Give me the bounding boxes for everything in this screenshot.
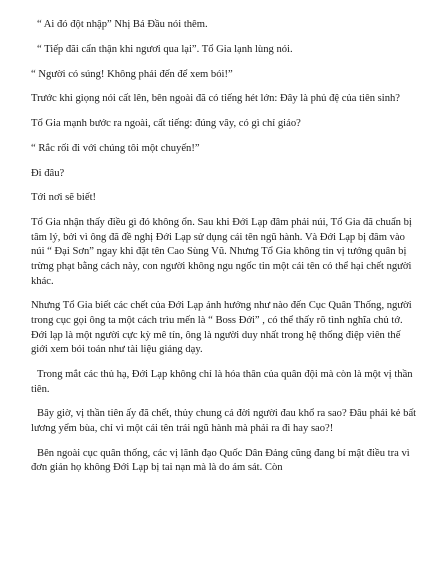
- paragraph: “ Tiếp đãi cẩn thận khi ngươi qua lại”. Tổ Gia lạnh lùng nói.: [37, 43, 293, 55]
- paragraph: Bây giờ, vị thần tiên ấy đã chết, thủy chung cả đời người đau khổ ra sao? Đâu phải kẻ bất lương yểm bùa, chỉ vì một cái tên trái ngũ hành mà phải ra đi hay sao?!: [31, 408, 417, 434]
- paragraph: “ Rắc rối đi với chúng tôi một chuyến!”: [31, 142, 200, 154]
- paragraph: “ Ai đó đột nhập” Nhị Bá Đầu nói thêm.: [37, 19, 208, 30]
- paragraph: Tổ Gia mạnh bước ra ngoài, cất tiếng: đúng vây, có gì chỉ giáo?: [31, 118, 301, 130]
- paragraph: Trước khi giọng nói cất lên, bên ngoài đã có tiếng hét lớn: Đây là phủ đệ của tiên sinh?: [31, 93, 401, 105]
- paragraph: Đi đâu?: [31, 167, 65, 179]
- paragraph: Tới nơi sẽ biết!: [31, 192, 97, 204]
- paragraph: Tổ Gia nhận thấy điều gì đó không ổn. Sau khi Đới Lạp đâm phải núi, Tổ Gia đã chuẩn bị tâm lý, bởi vì ông đã đề nghị Đới Lạp sử dụng cái tên ngũ hành. Và Đới Lạp bị đâm vào núi “ Đại Sơn” ngay khi đặt tên Cao Sùng Vũ. Nhưng Tổ Gia không tin vị tướng quân bị trừng phạt bằng cách này, con người không ngu ngốc tin một cái tên có thể hại chết người khác.: [31, 217, 412, 287]
- paragraph: Trong mắt các thủ hạ, Đới Lạp không chỉ là hóa thân của quân đội mà còn là một vị thần tiên.: [31, 368, 413, 395]
- paragraph: Bên ngoài cục quân thống, các vị lãnh đạo Quốc Dân Đảng cũng đang bí mật điều tra vì đơn giản họ không Đới Lạp bị tai nạn mà là do ám sát. Còn: [31, 447, 410, 474]
- paragraph: “ Người có súng! Không phải đến để xem bói!”: [31, 68, 233, 80]
- paragraph: Nhưng Tổ Gia biết các chết của Đới Lạp ảnh hưởng như nào đến Cục Quân Thống, người trong cục gọi ông ta một cách trìu mến là “ Boss Đới” , có thể thấy rõ tình nghĩa chủ tớ. Đới lạp là một người cực kỳ mê tín, ông là người duy nhất trong hệ thống điệp viên thế giới xem bói toán như tài liệu giảng dạy.: [31, 300, 412, 356]
